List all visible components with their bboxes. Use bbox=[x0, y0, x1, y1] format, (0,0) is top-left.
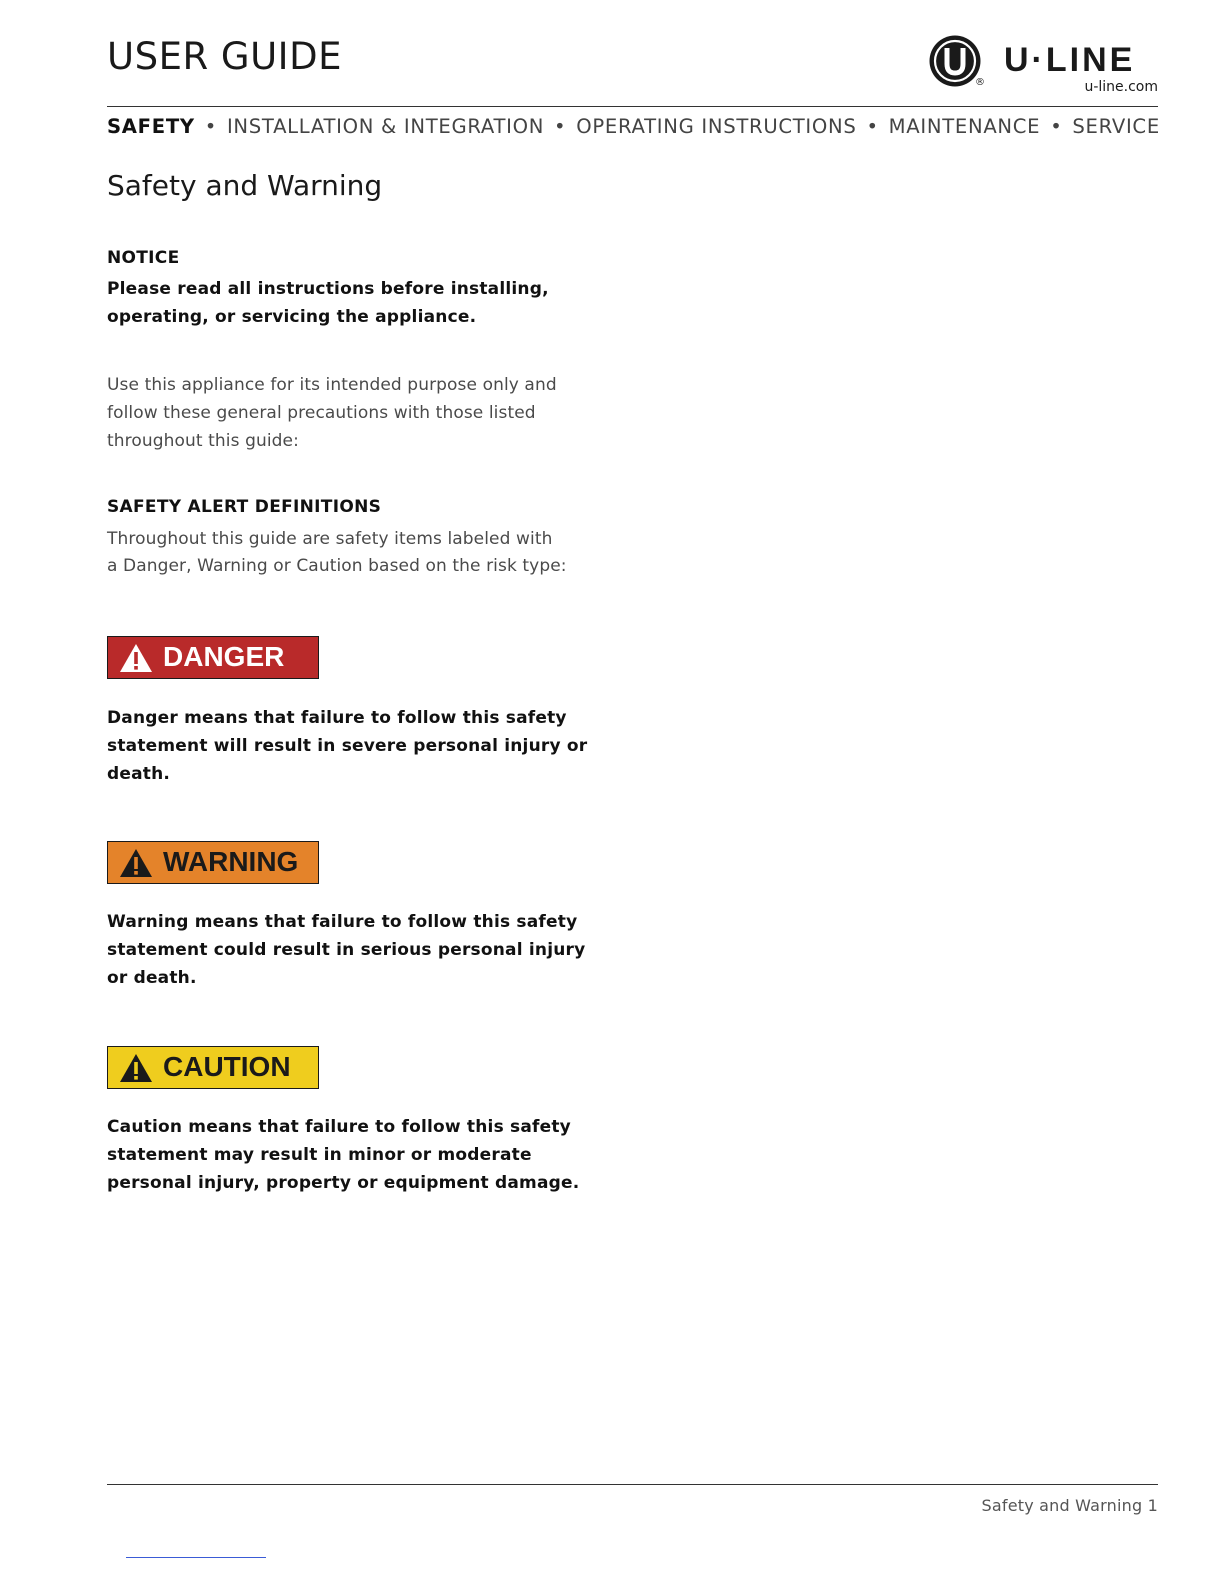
nav-item-service[interactable]: SERVICE bbox=[1072, 115, 1160, 138]
brand-logo bbox=[928, 34, 1160, 96]
caution-sign bbox=[107, 1046, 319, 1089]
caution-label: CAUTION bbox=[163, 1051, 291, 1082]
nav-item-operating[interactable]: OPERATING INSTRUCTIONS bbox=[576, 115, 857, 138]
alert-definitions-heading: SAFETY ALERT DEFINITIONS bbox=[107, 497, 382, 517]
page-footer-label: Safety and Warning 1 bbox=[981, 1496, 1158, 1515]
danger-sign bbox=[107, 636, 319, 679]
u-line-logo-icon bbox=[928, 34, 982, 88]
alert-definitions-text: Throughout this guide are safety items labeled with a Danger, Warning or Caution based on the risk type: bbox=[107, 529, 567, 576]
alert-definitions-block bbox=[107, 496, 607, 580]
warning-triangle-icon bbox=[119, 1053, 153, 1083]
notice-block bbox=[107, 247, 607, 331]
document-title: USER GUIDE bbox=[107, 35, 342, 78]
intro-text: Use this appliance for its intended purpose only and follow these general precautions with those listed throughout this guide: bbox=[107, 375, 557, 451]
intro-block bbox=[107, 371, 602, 455]
danger-description: Danger means that failure to follow this safety statement will result in severe personal injury or death. bbox=[107, 708, 588, 784]
link-underline[interactable] bbox=[126, 1557, 266, 1558]
nav-separator: • bbox=[866, 115, 879, 138]
section-title: Safety and Warning bbox=[107, 169, 383, 202]
warning-triangle-icon bbox=[119, 848, 153, 878]
brand-url: u-line.com bbox=[1084, 79, 1158, 95]
warning-triangle-icon bbox=[119, 643, 153, 673]
warning-description: Warning means that failure to follow this safety statement could result in serious personal injury or death. bbox=[107, 912, 586, 988]
danger-label: DANGER bbox=[163, 641, 285, 672]
warning-label: WARNING bbox=[163, 846, 299, 877]
danger-description-block bbox=[107, 704, 602, 788]
notice-heading: NOTICE bbox=[107, 248, 180, 268]
brand-wordmark: U·LINE bbox=[1004, 41, 1136, 79]
nav-separator: • bbox=[554, 115, 567, 138]
caution-description: Caution means that failure to follow this safety statement may result in minor or moderate personal injury, property or equipment damage. bbox=[107, 1117, 580, 1193]
header-divider bbox=[107, 106, 1158, 107]
footer-divider bbox=[107, 1484, 1158, 1485]
nav-separator: • bbox=[1050, 115, 1063, 138]
nav-separator: • bbox=[204, 115, 218, 138]
caution-description-block bbox=[107, 1113, 602, 1197]
nav-item-installation[interactable]: INSTALLATION & INTEGRATION bbox=[226, 115, 545, 138]
notice-text: Please read all instructions before installing, operating, or servicing the appliance. bbox=[107, 279, 549, 327]
warning-sign bbox=[107, 841, 319, 884]
section-nav bbox=[107, 114, 1162, 140]
nav-item-safety[interactable]: SAFETY bbox=[107, 115, 195, 138]
warning-description-block bbox=[107, 908, 602, 992]
nav-item-maintenance[interactable]: MAINTENANCE bbox=[888, 115, 1041, 138]
registered-mark: ® bbox=[975, 77, 985, 88]
